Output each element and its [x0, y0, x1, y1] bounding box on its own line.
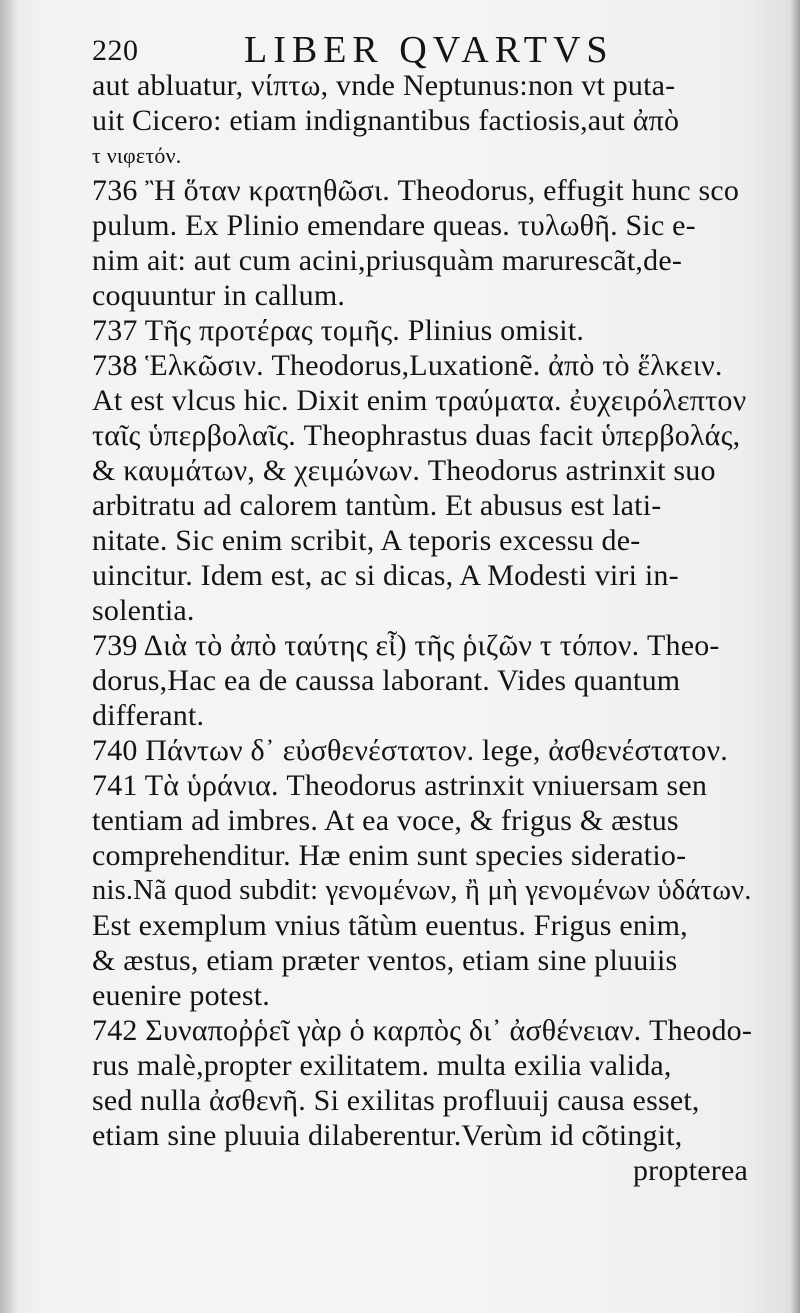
- catchword: propterea: [632, 1154, 748, 1187]
- text-line: 737 Τῆς προτέρας τομῆς. Plinius omisit.: [92, 314, 585, 347]
- text-line: ταῖς ὑπερβολαῖς. Theophrastus duas facit ὑπερβολάς,: [92, 419, 741, 452]
- text-line: comprehenditur. Hæ enim sunt species sideratio-: [92, 839, 687, 872]
- text-line: rus malè,propter exilitatem. multa exilia valida,: [92, 1049, 672, 1082]
- text-line: At est vlcus hic. Dixit enim τραύματα. ἐυχειρόλεπτον: [92, 384, 747, 417]
- text-line: τ νιφετόν.: [92, 143, 182, 168]
- text-line: coquuntur in callum.: [92, 279, 346, 312]
- text-line: 741 Τὰ ὑράνια. Theodorus astrinxit vniuersam sen: [92, 769, 708, 802]
- text-line: tentiam ad imbres. At ea voce, & frigus & æstus: [92, 804, 679, 837]
- running-head: LIBER QVARTVS: [244, 29, 614, 71]
- text-line: pulum. Ex Plinio emendare queas. τυλωθῆ. Sic e-: [92, 209, 696, 242]
- text-line: uit Cicero: etiam indignantibus factiosis,aut ἀπὸ: [92, 104, 680, 137]
- text-line: uincitur. Idem est, ac si dicas, A Modesti viri in-: [92, 559, 679, 592]
- text-line: differant.: [92, 699, 205, 732]
- text-line: etiam sine pluuia dilaberentur.Verùm id cõtingit,: [92, 1119, 683, 1152]
- page-header: [92, 28, 740, 72]
- page-number: 220: [92, 34, 139, 67]
- text-line: 740 Πάντων δ᾽ εὐσθενέστατον. lege, ἀσθενέστατον.: [92, 734, 728, 767]
- text-line: arbitratu ad calorem tantùm. Et abusus est lati-: [92, 489, 662, 522]
- text-line: 738 Ἑλκῶσιν. Theodorus,Luxationẽ. ἀπὸ τὸ ἕλκειν.: [92, 349, 723, 382]
- text-line: 742 Συναποῤῥεῖ γὰρ ὁ καρπὸς δι᾽ ἀσθένειαν. Theodo-: [92, 1014, 753, 1047]
- text-line: 739 Διὰ τὸ ἀπὸ ταύτης εἶ) τῆς ῥιζῶν τ τόπον. Theo-: [92, 629, 720, 662]
- text-line: dorus,Hac ea de caussa laborant. Vides quantum: [92, 664, 681, 697]
- gutter-shadow: [0, 0, 18, 1313]
- page-edge-shadow: [790, 0, 800, 1313]
- text-line: nitate. Sic enim scribit, A teporis excessu de-: [92, 524, 641, 557]
- text-line: & æstus, etiam præter ventos, etiam sine pluuiis: [92, 944, 678, 977]
- text-line: solentia.: [92, 594, 195, 627]
- text-line: 736 Ἢ ὅταν κρατηθῶσι. Theodorus, effugit hunc sco: [92, 174, 740, 207]
- text-line: nim ait: aut cum acini,priusquàm marurescãt,de-: [92, 244, 683, 277]
- text-line: euenire potest.: [92, 979, 270, 1012]
- text-line: & καυμάτων, & χειμώνων. Theodorus astrinxit suo: [92, 454, 716, 487]
- text-line: sed nulla ἀσθενῆ. Si exilitas profluuij causa esset,: [92, 1084, 700, 1117]
- text-line: nis.Nã quod subdit: γενομένων, ἢ μὴ γενομένων ὑδάτων.: [92, 875, 752, 906]
- text-line: aut abluatur, νίπτω, vnde Neptunus:non vt puta-: [92, 69, 676, 102]
- text-line: Est exemplum vnius tãtùm euentus. Frigus enim,: [92, 909, 688, 942]
- body-text: [92, 68, 752, 1188]
